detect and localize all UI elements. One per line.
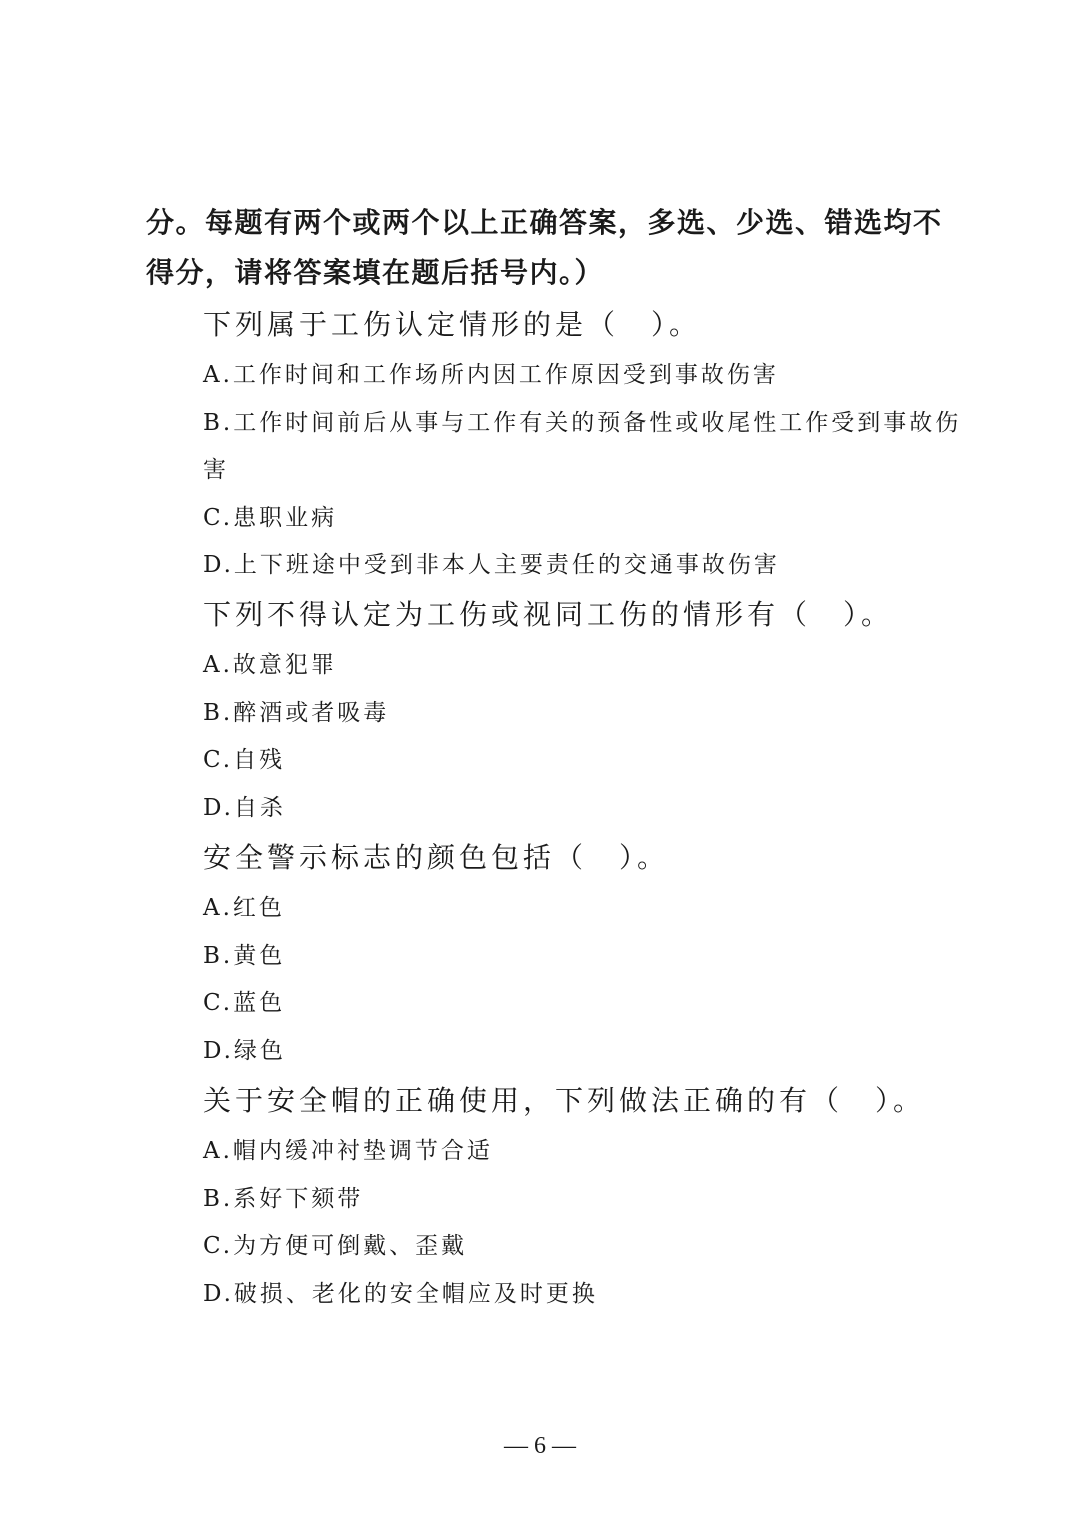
question-4-option-a: A.帽内缓冲衬垫调节合适 — [203, 1138, 493, 1164]
question-1-options — [203, 352, 963, 590]
question-3-option-a: A.红色 — [203, 895, 285, 921]
question-1-option-b: B.工作时间前后从事与工作有关的预备性或收尾性工作受到事故伤害 — [203, 409, 962, 483]
question-3 — [203, 839, 963, 1075]
question-1-text: 下列属于工伤认定情形的是（ ）。 — [203, 308, 702, 341]
question-3-option-d: D.绿色 — [203, 1037, 286, 1064]
question-2-option-c: C.自残 — [203, 747, 286, 773]
question-1-option-d: D.上下班途中受到非本人主要责任的交通事故伤害 — [203, 552, 780, 578]
question-4 — [203, 1082, 963, 1318]
question-4-option-b: B.系好下颏带 — [203, 1185, 364, 1212]
question-3-text: 安全警示标志的颜色包括（ ）。 — [203, 841, 670, 874]
question-2-option-d: D.自杀 — [203, 794, 286, 821]
page-number: — 6 — — [504, 1433, 576, 1459]
question-3-options — [203, 885, 963, 1075]
question-2-option-b: B.醉酒或者吸毒 — [203, 699, 390, 726]
question-4-option-c: C.为方便可倒戴、歪戴 — [203, 1233, 468, 1259]
question-2 — [203, 596, 963, 832]
question-4-options — [203, 1128, 963, 1318]
instructions-paragraph: 分。每题有两个或两个以上正确答案，多选、少选、错选均不得分，请将答案填在题后括号内。） — [146, 206, 943, 289]
question-1-option-c: C.患职业病 — [203, 504, 338, 531]
question-3-option-b: B.黄色 — [203, 942, 286, 969]
question-2-options — [203, 642, 963, 832]
question-1 — [203, 306, 963, 590]
question-1-option-a: A.工作时间和工作场所内因工作原因受到事故伤害 — [203, 362, 779, 388]
question-4-text: 关于安全帽的正确使用，下列做法正确的有（ ）。 — [203, 1084, 926, 1117]
question-2-text: 下列不得认定为工伤或视同工伤的情形有（ ）。 — [203, 598, 894, 631]
question-3-option-c: C.蓝色 — [203, 990, 286, 1016]
question-2-option-a: A.故意犯罪 — [203, 652, 337, 678]
question-4-option-d: D.破损、老化的安全帽应及时更换 — [203, 1280, 598, 1307]
